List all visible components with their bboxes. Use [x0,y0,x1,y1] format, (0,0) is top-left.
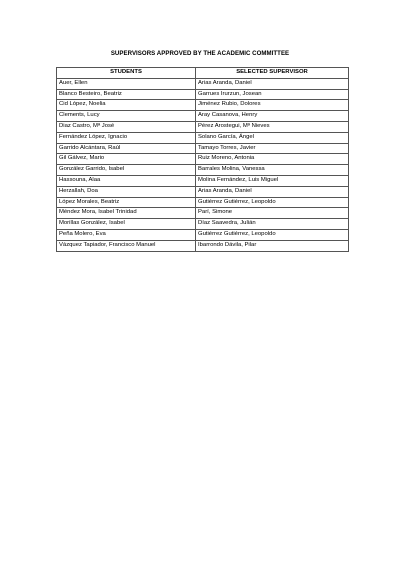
supervisor-column-header: SELECTED SUPERVISOR [196,68,349,79]
student-cell: Garrido Alcántara, Raúl [57,143,196,154]
table-row [57,175,349,186]
supervisor-cell: Ibarrondo Dávila, Pilar [196,240,349,251]
table-row [57,111,349,122]
table-row [57,143,349,154]
supervisor-cell: Barrales Molina, Vanessa [196,165,349,176]
table-row [57,240,349,251]
student-cell: Auer, Ellen [57,78,196,89]
supervisor-cell: Aray Casanova, Henry [196,111,349,122]
student-cell: Vázquez Tapiador, Francisco Manuel [57,240,196,251]
students-column-header: STUDENTS [57,68,196,79]
student-cell: Blanco Besteiro, Beatriz [57,89,196,100]
supervisor-cell: Parí, Simone [196,208,349,219]
supervisor-cell: Molina Fernández, Luis Miguel [196,175,349,186]
student-cell: Méndez Mora, Isabel Trinidad [57,208,196,219]
student-cell: Herzallah, Doa [57,186,196,197]
student-cell: Morillas González, Isabel [57,219,196,230]
table-row [57,121,349,132]
table-row [57,100,349,111]
table-row [57,197,349,208]
supervisor-cell: Tamayo Torres, Javier [196,143,349,154]
supervisor-cell: Solano García, Ángel [196,132,349,143]
supervisor-cell: Arias Aranda, Daniel [196,78,349,89]
supervisor-cell: Jiménez Rubio, Dolores [196,100,349,111]
student-cell: Hassouna, Alaa [57,175,196,186]
table-row [57,154,349,165]
student-cell: López Morales, Beatriz [57,197,196,208]
student-cell: Clements, Lucy [57,111,196,122]
student-cell: Cid López, Noelia [57,100,196,111]
student-cell: Diaz Castro, Mª José [57,121,196,132]
student-cell: Gil Gálvez, Mario [57,154,196,165]
student-cell: Peña Molero, Eva [57,229,196,240]
table-header-row [57,68,349,79]
supervisor-cell: Díaz Saavedra, Julián [196,219,349,230]
document-title: SUPERVISORS APPROVED BY THE ACADEMIC COMMITTEE [110,50,290,57]
table-row [57,186,349,197]
table-row [57,132,349,143]
supervisor-cell: Ruiz Moreno, Antonia [196,154,349,165]
student-cell: González Garrido, Isabel [57,165,196,176]
supervisor-cell: Garrues Irurzun, Josean [196,89,349,100]
table-row [57,78,349,89]
student-cell: Fernández López, Ignacio [57,132,196,143]
table-row [57,89,349,100]
table-row [57,229,349,240]
table-row [57,208,349,219]
table-row [57,165,349,176]
supervisor-cell: Arias Aranda, Daniel [196,186,349,197]
table-row [57,219,349,230]
supervisor-cell: Gutiérrez Gutiérrez, Leopoldo [196,197,349,208]
supervisors-table [56,67,349,252]
supervisor-cell: Pérez Arostegui, Mª Nieves [196,121,349,132]
supervisor-cell: Gutiérrez Gutiérrez, Leopoldo [196,229,349,240]
